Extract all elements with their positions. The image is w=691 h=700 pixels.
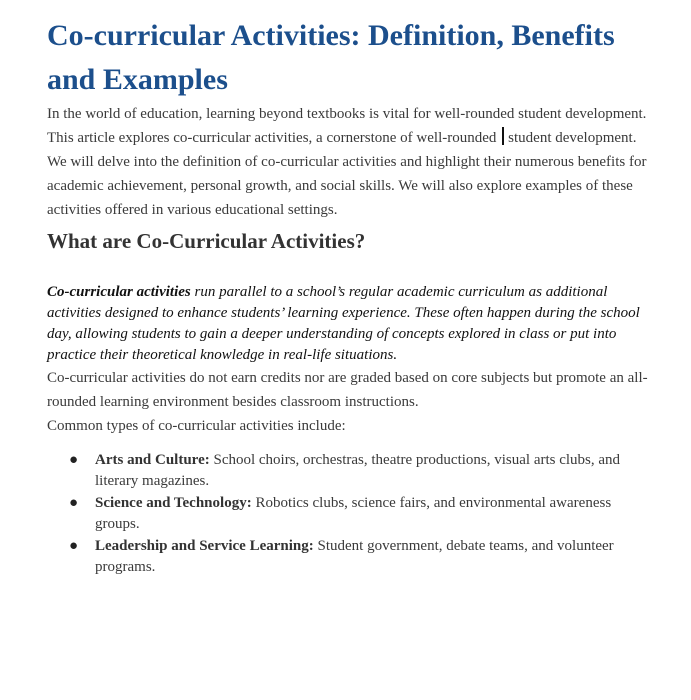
list-item-text: Robotics clubs, science fairs, and environmental awareness groups. xyxy=(95,495,612,532)
intro-paragraph-1-text: In the world of education, learning beyond textbooks is vital for well-rounded student development. This article explores co-curricular activities, a cornerstone of well-rounded xyxy=(47,106,647,146)
section-heading: What are Co-Curricular Activities? xyxy=(47,229,366,253)
list-item-term: Arts and Culture: xyxy=(95,452,210,468)
list-item-text: Student government, debate teams, and volunteer programs. xyxy=(95,538,614,575)
list-item xyxy=(47,536,657,578)
list-item xyxy=(47,493,657,535)
article-title: Co-curricular Activities: Definition, Benefits and Examples xyxy=(47,19,615,96)
paragraph-types-intro: Common types of co-curricular activities include: xyxy=(47,418,346,434)
list-item-term: Science and Technology: xyxy=(95,495,252,511)
list-item xyxy=(47,450,657,492)
list-item-term: Leadership and Service Learning: xyxy=(95,538,314,554)
definition-text: run parallel to a school’s regular academic curriculum as additional activities designed to enhance students’ learning experience. These often happen during the school day, allowing students to gain a deeper understanding of concepts explored in class or put into practice their theoretical knowledge in real-life situations. xyxy=(47,284,640,363)
intro-paragraph-2: We will delve into the definition of co-curricular activities and highlight their numerous benefits for academic achievement, personal growth, and social skills. We will also explore examples of these activities offered in various educational settings. xyxy=(47,154,647,218)
bullet-icon: ● xyxy=(69,495,79,511)
definition-paragraph xyxy=(47,282,657,366)
list-item-text: School choirs, orchestras, theatre productions, visual arts clubs, and literary magazines. xyxy=(95,452,621,489)
intro-paragraph-1 xyxy=(47,102,657,150)
bullet-icon: ● xyxy=(69,452,79,468)
definition-term: Co-curricular activities xyxy=(47,284,191,300)
text-cursor xyxy=(502,127,504,145)
article xyxy=(47,0,657,579)
activity-types-list xyxy=(47,450,657,578)
bullet-icon: ● xyxy=(69,538,79,554)
paragraph-credits: Co-curricular activities do not earn credits nor are graded based on core subjects but promote an all-rounded learning environment besides classroom instructions. xyxy=(47,370,648,410)
intro-paragraph-1-end: student development. xyxy=(508,130,637,146)
